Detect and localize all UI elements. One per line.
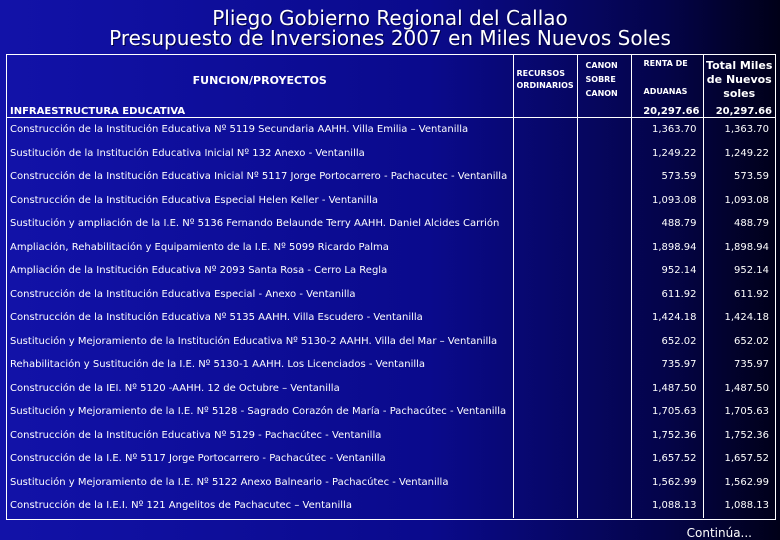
section-name: INFRAESTRUCTURA EDUCATIVA xyxy=(7,105,513,118)
canon-cell xyxy=(577,165,631,189)
renta-cell: 1,898.94 xyxy=(631,236,703,260)
table-row xyxy=(7,424,775,448)
header-canon: CANON SOBRE CANON xyxy=(577,55,631,105)
table-row xyxy=(7,471,775,495)
table-row xyxy=(7,236,775,260)
canon-cell xyxy=(577,283,631,307)
section-recursos xyxy=(513,105,577,118)
canon-cell xyxy=(577,118,631,142)
renta-cell: 735.97 xyxy=(631,353,703,377)
canon-cell xyxy=(577,306,631,330)
table-row xyxy=(7,165,775,189)
table-row xyxy=(7,377,775,401)
canon-cell xyxy=(577,353,631,377)
recursos-cell xyxy=(513,471,577,495)
recursos-cell xyxy=(513,400,577,424)
recursos-cell xyxy=(513,330,577,354)
recursos-cell xyxy=(513,377,577,401)
section-renta: 20,297.66 xyxy=(631,105,703,118)
project-name: Construcción de la Institución Educativa Nº 5129 - Pachacútec - Ventanilla xyxy=(7,424,513,448)
renta-cell: 1,752.36 xyxy=(631,424,703,448)
section-canon xyxy=(577,105,631,118)
budget-table-frame xyxy=(6,54,776,520)
renta-cell: 1,657.52 xyxy=(631,447,703,471)
renta-cell: 573.59 xyxy=(631,165,703,189)
project-name: Rehabilitación y Sustitución de la I.E. Nº 5130-1 AAHH. Los Licenciados - Ventanilla xyxy=(7,353,513,377)
table-row xyxy=(7,142,775,166)
canon-cell xyxy=(577,377,631,401)
total-cell: 1,705.63 xyxy=(724,406,769,418)
table-row xyxy=(7,259,775,283)
canon-cell xyxy=(577,236,631,260)
total-cell: 1,249.22 xyxy=(724,147,769,159)
canon-cell xyxy=(577,424,631,448)
recursos-cell xyxy=(513,165,577,189)
table-row xyxy=(7,494,775,518)
total-cell: 611.92 xyxy=(734,288,769,300)
total-cell: 1,898.94 xyxy=(724,241,769,253)
table-header-row xyxy=(7,55,775,105)
renta-cell: 652.02 xyxy=(631,330,703,354)
total-cell: 1,363.70 xyxy=(724,124,769,136)
recursos-cell xyxy=(513,118,577,142)
renta-cell: 1,093.08 xyxy=(631,189,703,213)
renta-cell: 611.92 xyxy=(631,283,703,307)
project-name: Sustitución y Mejoramiento de la I.E. Nº 5128 - Sagrado Corazón de María - Pachacútec - Ventanilla xyxy=(7,400,513,424)
renta-cell: 1,088.13 xyxy=(631,494,703,518)
canon-cell xyxy=(577,400,631,424)
page-title: Pliego Gobierno Regional del Callao xyxy=(212,6,568,30)
header-total: Total Miles de Nuevos soles xyxy=(706,59,773,100)
header-recursos: RECURSOS ORDINARIOS xyxy=(513,55,577,105)
total-cell: 952.14 xyxy=(734,265,769,277)
total-cell: 1,657.52 xyxy=(724,453,769,465)
project-name: Construcción de la Institución Educativa Nº 5135 AAHH. Villa Escudero - Ventanilla xyxy=(7,306,513,330)
page-subtitle: Presupuesto de Inversiones 2007 en Miles Nuevos Soles xyxy=(109,26,671,50)
table-row xyxy=(7,400,775,424)
total-cell: 488.79 xyxy=(734,218,769,230)
canon-cell xyxy=(577,330,631,354)
recursos-cell xyxy=(513,189,577,213)
total-cell: 735.97 xyxy=(734,359,769,371)
project-name: Sustitución de la Institución Educativa Inicial Nº 132 Anexo - Ventanilla xyxy=(7,142,513,166)
table-row xyxy=(7,283,775,307)
recursos-cell xyxy=(513,424,577,448)
renta-cell: 1,487.50 xyxy=(631,377,703,401)
recursos-cell xyxy=(513,259,577,283)
total-cell: 1,487.50 xyxy=(724,382,769,394)
project-name: Construcción de la I.E.I. Nº 121 Angelitos de Pachacutec – Ventanilla xyxy=(7,494,513,518)
recursos-cell xyxy=(513,494,577,518)
canon-cell xyxy=(577,189,631,213)
project-name: Construcción de la Institución Educativa Especial Helen Keller - Ventanilla xyxy=(7,189,513,213)
section-row xyxy=(7,105,775,118)
canon-cell xyxy=(577,259,631,283)
project-name: Construcción de la IEI. Nº 5120 -AAHH. 12 de Octubre – Ventanilla xyxy=(7,377,513,401)
total-cell: 1,562.99 xyxy=(724,476,769,488)
renta-cell: 1,249.22 xyxy=(631,142,703,166)
table-row xyxy=(7,353,775,377)
project-name: Sustitución y ampliación de la I.E. Nº 5136 Fernando Belaunde Terry AAHH. Daniel Alcides Carrión xyxy=(7,212,513,236)
recursos-cell xyxy=(513,236,577,260)
project-name: Construcción de la I.E. Nº 5117 Jorge Portocarrero - Pachacútec - Ventanilla xyxy=(7,447,513,471)
recursos-cell xyxy=(513,212,577,236)
renta-cell: 1,424.18 xyxy=(631,306,703,330)
continue-note: Continúa... xyxy=(686,526,752,540)
renta-cell: 1,705.63 xyxy=(631,400,703,424)
renta-cell: 488.79 xyxy=(631,212,703,236)
renta-cell: 1,363.70 xyxy=(631,118,703,142)
canon-cell xyxy=(577,212,631,236)
recursos-cell xyxy=(513,353,577,377)
total-cell: 1,093.08 xyxy=(724,194,769,206)
canon-cell xyxy=(577,447,631,471)
renta-cell: 1,562.99 xyxy=(631,471,703,495)
project-name: Construcción de la Institución Educativa Especial - Anexo - Ventanilla xyxy=(7,283,513,307)
canon-cell xyxy=(577,142,631,166)
project-name: Ampliación de la Institución Educativa Nº 2093 Santa Rosa - Cerro La Regla xyxy=(7,259,513,283)
project-name: Sustitución y Mejoramiento de la Institución Educativa Nº 5130-2 AAHH. Villa del Mar – Ventanilla xyxy=(7,330,513,354)
table-row xyxy=(7,189,775,213)
total-cell: 1,088.13 xyxy=(724,500,769,512)
header-funcion: FUNCION/PROYECTOS xyxy=(7,55,513,105)
project-name: Ampliación, Rehabilitación y Equipamiento de la I.E. Nº 5099 Ricardo Palma xyxy=(7,236,513,260)
renta-cell: 952.14 xyxy=(631,259,703,283)
table-row xyxy=(7,447,775,471)
total-cell: 1,752.36 xyxy=(724,429,769,441)
project-name: Construcción de la Institución Educativa Nº 5119 Secundaria AAHH. Villa Emilia – Ventanilla xyxy=(7,118,513,142)
table-row xyxy=(7,330,775,354)
total-cell: 652.02 xyxy=(734,335,769,347)
recursos-cell xyxy=(513,283,577,307)
table-row xyxy=(7,212,775,236)
recursos-cell xyxy=(513,306,577,330)
canon-cell xyxy=(577,471,631,495)
table-row xyxy=(7,118,775,142)
project-name: Sustitución y Mejoramiento de la I.E. Nº 5122 Anexo Balneario - Pachacútec - Ventanilla xyxy=(7,471,513,495)
table-row xyxy=(7,306,775,330)
project-name: Construcción de la Institución Educativa Inicial Nº 5117 Jorge Portocarrero - Pachacutec - Ventanilla xyxy=(7,165,513,189)
total-cell: 1,424.18 xyxy=(724,312,769,324)
total-cell: 573.59 xyxy=(734,171,769,183)
recursos-cell xyxy=(513,142,577,166)
canon-cell xyxy=(577,494,631,518)
header-renta: RENTA DE ADUANAS xyxy=(631,55,703,105)
recursos-cell xyxy=(513,447,577,471)
budget-table xyxy=(7,55,775,518)
section-total: 20,297.66 xyxy=(703,105,775,118)
